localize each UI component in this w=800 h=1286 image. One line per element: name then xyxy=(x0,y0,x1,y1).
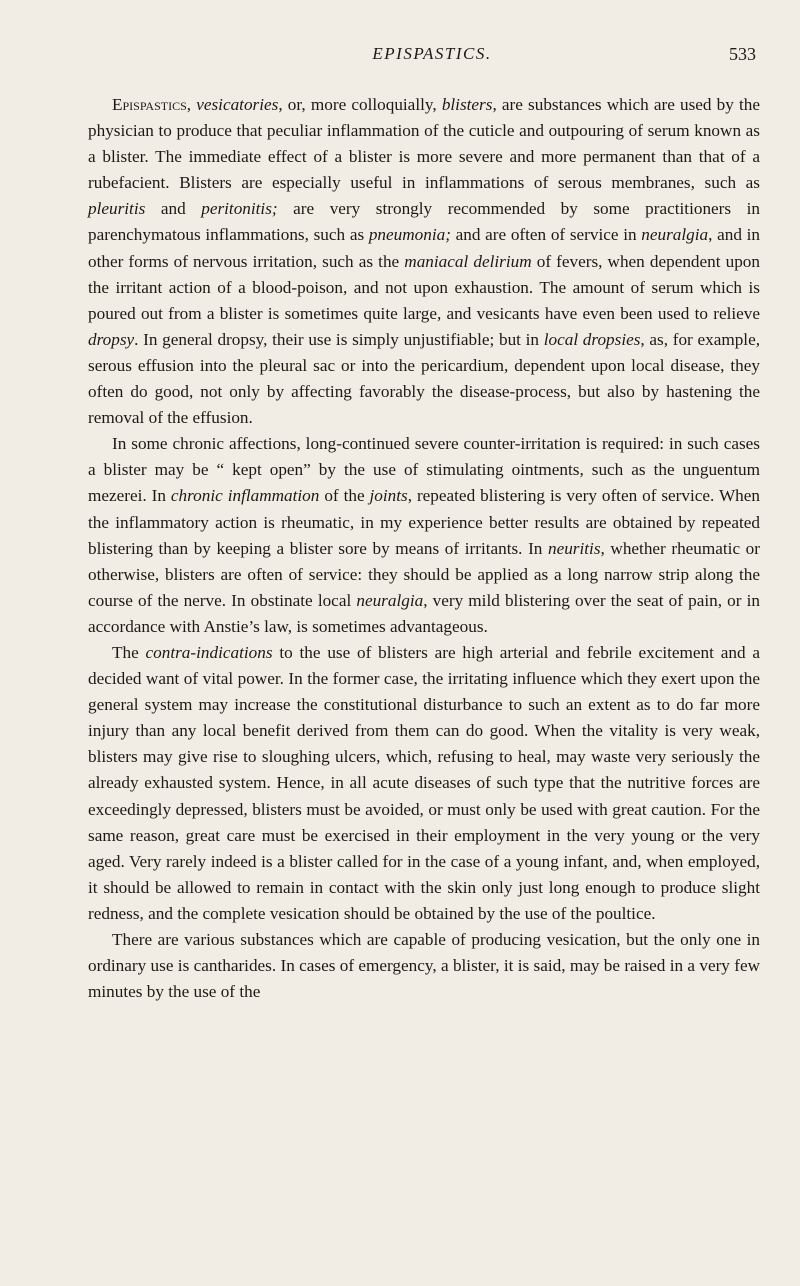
italic-term: dropsy xyxy=(88,329,135,349)
text-run: , and in other forms of nervous irritation, such as the xyxy=(88,225,760,271)
text-run: , are substances which are used by the physician to produce that peculiar inflammation of the cuticle and outpouring of serum known as a blister. The immediate effect of a blister is more severe and more permanent than that of a rubefacient. Blisters are especially useful in inflammations of serous membranes, such as xyxy=(88,95,761,193)
text-run: There are various substances which are capable of producing vesication, but the only one in ordinary use is cantharides. In cases of emergency, a blister, it is said, may be raised in a very few minutes by the use of the xyxy=(88,930,760,1002)
running-head xyxy=(108,44,756,72)
italic-term: chronic inflammation xyxy=(170,486,320,506)
text-run: In some chronic affections, long-continued severe counter-irritation is required: in such cases a blister may be “ kept open” by the use of stimulating ointments, such as the unguentum mezerei. In xyxy=(88,434,760,506)
body-text xyxy=(88,92,760,1005)
text-run: The xyxy=(112,642,146,662)
paragraph-vesicating-substances xyxy=(88,927,760,1005)
italic-term: joints xyxy=(369,486,408,506)
text-run: , as, for example, serous effusion into the pleural sac or into the pericardium, dependent upon local disease, they often do good, not only by affecting favorably the disease-process, but also by hastening the removal of the effusion. xyxy=(88,329,760,428)
text-run: . In general dropsy, their use is simply unjustifiable; but in xyxy=(134,329,544,349)
italic-term: neuritis xyxy=(547,538,601,558)
italic-term: peritonitis; xyxy=(201,199,278,219)
page-number: 533 xyxy=(729,44,756,64)
text-run: , or, more colloquially, xyxy=(278,95,442,114)
italic-term: pneumonia; xyxy=(368,225,451,245)
italic-term: blisters xyxy=(441,95,493,114)
text-run: and xyxy=(145,199,202,219)
text-run: to the use of blisters are high arterial and febrile excitement and a decided want of vital power. In the former case, the irritating influence which they exert upon the general system may increase the constitutional disturbance to such an extent as to do far more injury than any local benefit derived from them can do good. When the vitality is very weak, blisters may give rise to sloughing ulcers, which, refusing to heal, may waste very seriously the already exhausted system. Hence, in all acute diseases of such type that the nutritive forces are exceedingly depressed, blisters must be avoided, or must only be used with great caution. For the same reason, great care must be exercised in their employment in the very young or the very aged. Very rarely indeed is a blister called for in the case of a young infant, and, when employed, it should be allowed to remain in contact with the skin only just long enough to produce slight redness, and the complete vesication should be obtained by the use of the poultice. xyxy=(88,642,760,923)
italic-term: maniacal delirium xyxy=(404,251,532,271)
paragraph-chronic-affections xyxy=(88,431,760,640)
text-run: , very mild blistering over the seat of pain, or in accordance with Anstie’s law, is sometimes advantageous. xyxy=(88,590,760,636)
text-run: , xyxy=(186,95,197,114)
text-run: , repeated blistering is very often of service. When the inflammatory action is rheumatic, in my experience better results are obtained by repeated blistering than by keeping a blister sore by means of irritants. In xyxy=(88,486,760,558)
paragraph-epispastics-intro xyxy=(88,92,760,431)
running-title: EPISPASTICS. xyxy=(372,44,492,63)
italic-term: contra-indications xyxy=(145,642,273,662)
paragraph-contra-indications xyxy=(88,640,760,927)
text-run: and are often of service in xyxy=(450,225,642,245)
italic-term: neuralgia xyxy=(356,590,424,610)
small-caps-term: Epispastics xyxy=(112,95,187,114)
text-run: of fevers, when dependent upon the irritant action of a blood-poison, and not upon exhaustion. The amount of serum which is poured out from a blister is sometimes quite large, and vesicants have even been used to relieve xyxy=(88,251,760,323)
italic-term: vesicatories xyxy=(196,95,279,114)
text-run: are very strongly recommended by some practitioners in parenchymatous inflammations, such as xyxy=(88,199,760,245)
text-run: of the xyxy=(319,486,370,506)
italic-term: neuralgia xyxy=(641,225,709,245)
italic-term: pleuritis xyxy=(88,199,146,219)
italic-term: local dropsies xyxy=(543,329,641,349)
text-run: , whether rheumatic or otherwise, blisters are often of service: they should be applied as a long narrow strip along the course of the nerve. In obstinate local xyxy=(88,538,760,610)
